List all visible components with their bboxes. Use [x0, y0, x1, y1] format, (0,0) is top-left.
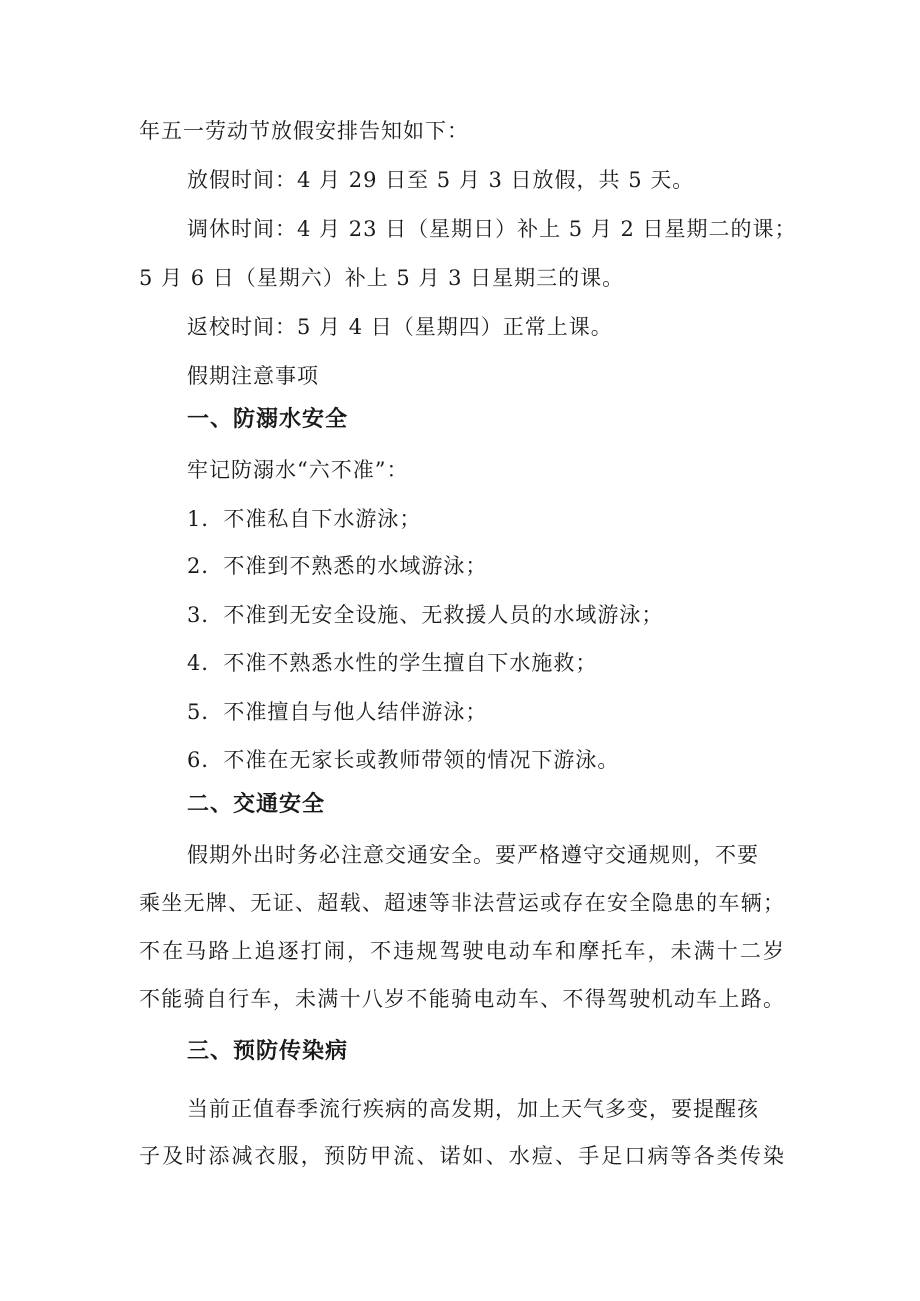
- traffic-paragraph-line-4: 不能骑自行车，未满十八岁不能骑电动车、不得驾驶机动车上路。: [139, 987, 785, 1011]
- return-time-line: 返校时间：5 月 4 日（星期四）正常上课。: [187, 315, 613, 339]
- holiday-time-line: 放假时间：4 月 29 日至 5 月 3 日放假，共 5 天。: [187, 168, 695, 192]
- makeup-time-line-2: 5 月 6 日（星期六）补上 5 月 3 日星期三的课。: [139, 266, 625, 290]
- rule-item-1: 1．不准私自下水游泳；: [187, 507, 422, 531]
- section-heading-traffic: 二、交通安全: [187, 792, 326, 817]
- traffic-paragraph-line-1: 假期外出时务必注意交通安全。要严格遵守交通规则，不要: [187, 843, 759, 867]
- disease-paragraph-line-1: 当前正值春季流行疾病的高发期，加上天气多变，要提醒孩: [187, 1097, 759, 1121]
- traffic-paragraph-line-2: 乘坐无牌、无证、超载、超速等非法营运或存在安全隐患的车辆；: [139, 891, 785, 915]
- rule-item-5: 5．不准擅自与他人结伴游泳；: [187, 700, 488, 724]
- rule-item-4: 4．不准不熟悉水性的学生擅自下水施救；: [187, 651, 598, 675]
- notice-title: 假期注意事项: [187, 364, 319, 388]
- traffic-paragraph-line-3: 不在马路上追逐打闹，不违规驾驶电动车和摩托车，未满十二岁: [139, 939, 785, 963]
- makeup-time-line-1: 调休时间：4 月 23 日（星期日）补上 5 月 2 日星期二的课；: [187, 217, 797, 241]
- disease-paragraph-line-2: 子及时添减衣服，预防甲流、诺如、水痘、手足口病等各类传染: [139, 1144, 785, 1168]
- section-heading-drowning: 一、防溺水安全: [187, 407, 349, 432]
- rule-item-3: 3．不准到无安全设施、无救援人员的水域游泳；: [187, 603, 664, 627]
- six-rules-intro: 牢记防溺水“六不准”：: [187, 458, 409, 482]
- section-heading-disease: 三、预防传染病: [187, 1039, 349, 1064]
- rule-item-2: 2．不准到不熟悉的水域游泳；: [187, 554, 488, 578]
- rule-item-6: 6．不准在无家长或教师带领的情况下游泳。: [187, 748, 620, 772]
- intro-line: 年五一劳动节放假安排告知如下：: [139, 119, 469, 143]
